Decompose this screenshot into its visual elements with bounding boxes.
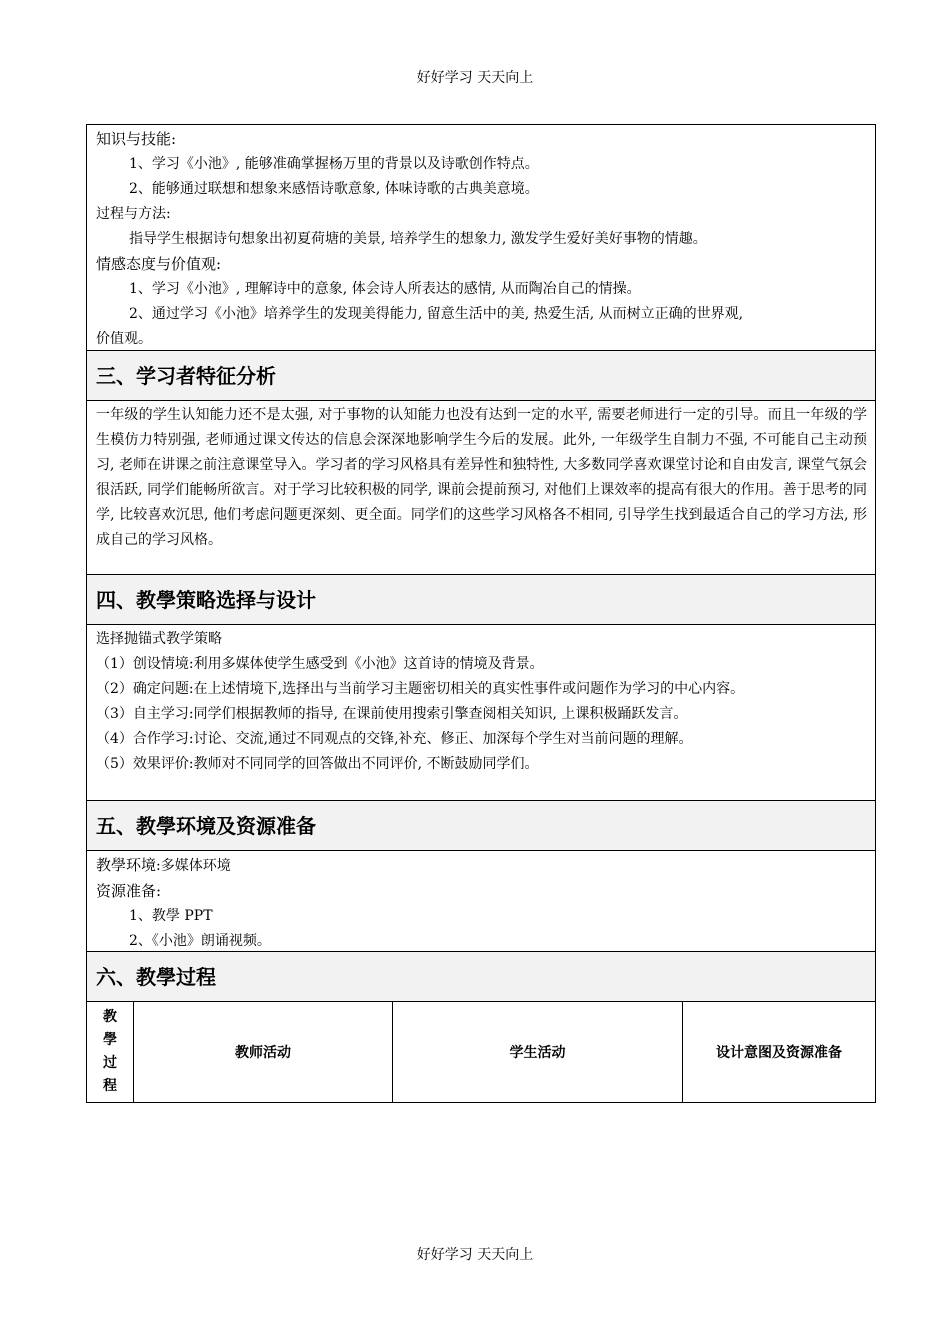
process-item: 指导学生根据诗句想象出初夏荷塘的美景, 培养学生的想象力, 激发学生爱好美好事物的情趣。: [129, 231, 707, 247]
environment-label: 教學环境: [96, 856, 157, 874]
knowledge-label: 知识与技能:: [96, 130, 177, 148]
row-label-char: 教: [103, 1009, 117, 1025]
column-header-design: 设计意图及资源准备: [716, 1045, 842, 1061]
strategy-item: （3）自主学习:同学们根据教师的指导, 在课前使用搜索引擎查阅相关知识, 上课积极踊跃发言。: [96, 706, 688, 722]
strategy-item: （4）合作学习:讨论、交流,通过不同观点的交锋,补充、修正、加深每个学生对当前问题的理解。: [96, 731, 693, 747]
column-header-student: 学生活动: [393, 1002, 683, 1102]
section-title-teaching-strategy: 四、教學策略选择与设计: [87, 575, 875, 625]
knowledge-item: 1、学习《小池》, 能够准确掌握杨万里的背景以及诗歌创作特点。: [129, 156, 539, 172]
row-label-char: 學: [103, 1032, 117, 1048]
strategy-intro: 选择抛锚式教学策略: [96, 631, 222, 647]
page-header: 好好学习 天天向上: [416, 70, 534, 86]
objectives-block: [87, 125, 875, 351]
environment-block: [87, 851, 875, 952]
resource-item: 2、《小池》朗诵视频。: [129, 933, 271, 949]
process-row-label: [87, 1002, 134, 1102]
learner-analysis-block: [87, 401, 875, 575]
resources-label: 资源准备:: [96, 882, 162, 900]
page-footer: 好好学习 天天向上: [416, 1247, 534, 1263]
environment-value: :多媒体环境: [156, 858, 231, 874]
emotion-label: 情感态度与价值观:: [96, 255, 222, 273]
strategy-item: （1）创设情境:利用多媒体使学生感受到《小池》这首诗的情境及背景。: [96, 656, 544, 672]
strategy-item: （5）效果评价:教师对不同同学的回答做出不同评价, 不断鼓励同学们。: [96, 756, 539, 772]
teaching-strategy-block: [87, 625, 875, 801]
section-title-learner-analysis: 三、学习者特征分析: [87, 351, 875, 401]
section-title-teaching-process: 六、教學过程: [87, 952, 875, 1002]
environment-line: [96, 853, 867, 879]
emotion-item: 1、学习《小池》, 理解诗中的意象, 体会诗人所表达的感情, 从而陶冶自己的情操。: [129, 281, 641, 297]
process-table: [87, 1002, 875, 1102]
emotion-item: 2、通过学习《小池》培养学生的发现美得能力, 留意生活中的美, 热爱生活, 从而树立正确的世界观,: [129, 306, 744, 322]
process-label: 过程与方法:: [96, 206, 171, 222]
knowledge-item: 2、能够通过联想和想象来感悟诗歌意象, 体味诗歌的古典美意境。: [129, 181, 539, 197]
column-header-teacher: 教师活动: [134, 1002, 393, 1102]
strategy-item: （2）确定问题:在上述情境下,选择出与当前学习主题密切相关的真实性事件或问题作为学习的中心内容。: [96, 681, 745, 697]
resource-item: 1、教學 PPT: [129, 908, 213, 924]
section-title-environment: 五、教學环境及资源准备: [87, 801, 875, 851]
emotion-tail: 价值观。: [96, 331, 152, 347]
learner-analysis-paragraph: 一年级的学生认知能力还不是太强, 对于事物的认知能力也没有达到一定的水平, 需要老师进行一定的引导。而且一年级的学生模仿力特别强, 老师通过课文传达的信息会深深地影响学生今后的发展。此外, 一年级学生自制力不强, 不可能自己主动预习, 老师在讲课之前注意课堂导入。学习者的学习风格具有差异性和独特性, 大多数同学喜欢课堂讨论和自由发言, 课堂气氛会很活跃, 同学们能畅所欲言。对于学习比较积极的同学, 课前会提前预习, 对他们上课效率的提高有很大的作用。善于思考的同学, 比较喜欢沉思, 他们考虑问题更深刻、更全面。同学们的这些学习风格各不相同, 引导学生找到最适合自己的学习方法, 形成自己的学习风格。: [96, 407, 867, 548]
row-label-char: 程: [103, 1078, 117, 1094]
lesson-plan-table: [86, 124, 876, 1103]
row-label-char: 过: [103, 1055, 117, 1071]
process-header-row: [87, 1002, 875, 1102]
